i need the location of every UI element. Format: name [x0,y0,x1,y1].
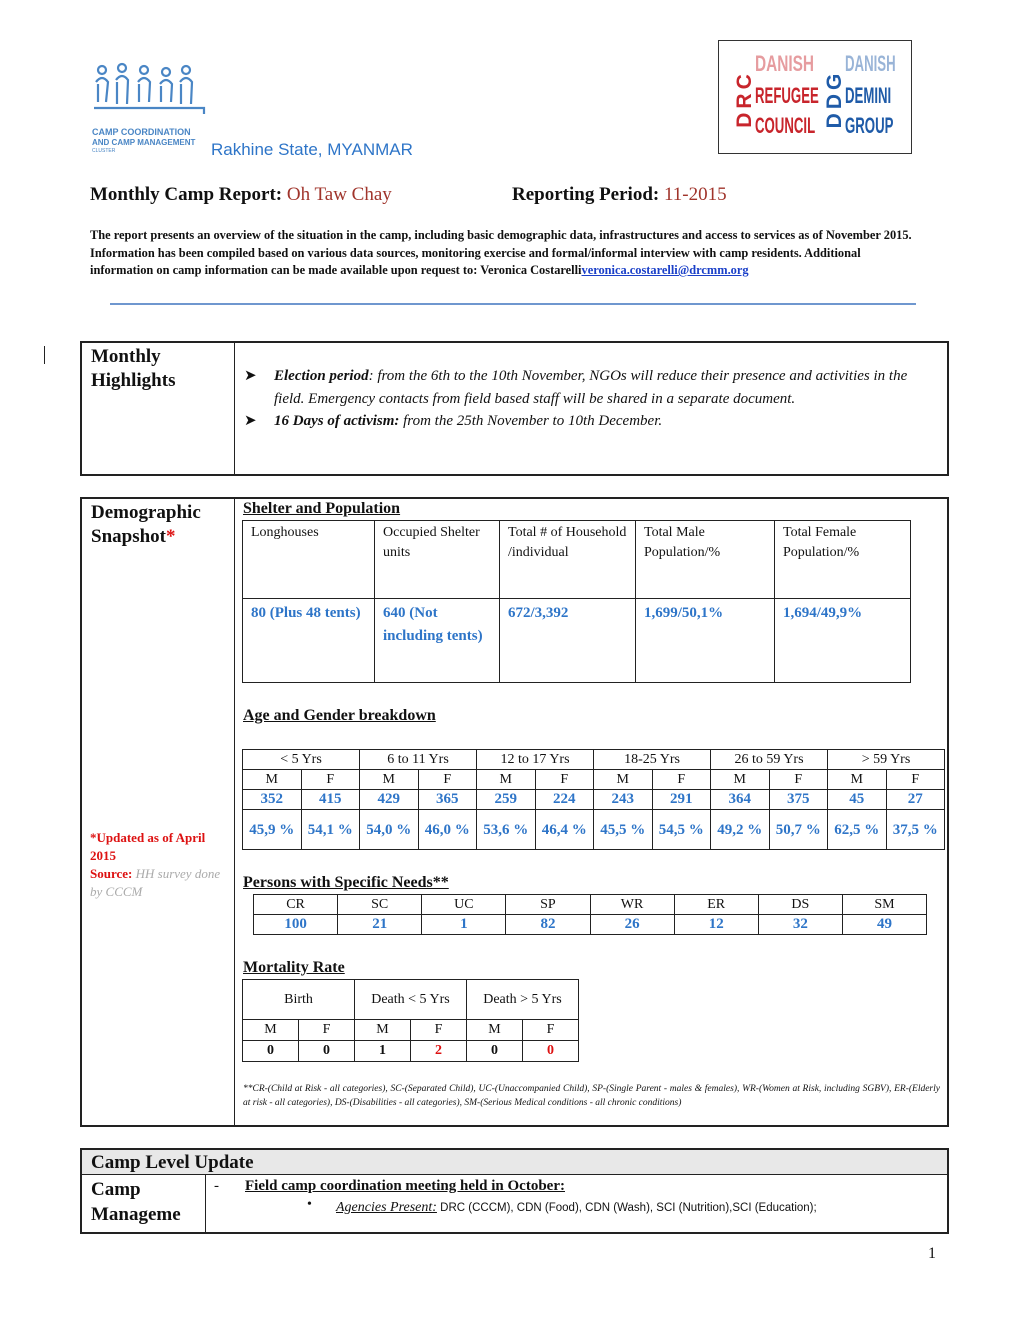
psn-value-cell: 1 [422,915,506,935]
shelter-value-female: 1,694/49,9% [783,605,863,621]
mortality-value-cell: 0 [467,1041,523,1062]
age-percent-cell: 54,1 % [301,810,360,850]
demographic-asterisk: * [166,526,176,547]
cccm-people-icon [92,62,210,122]
age-percent-cell: 45,9 % [243,810,302,850]
cccm-logo [92,62,217,152]
highlight-item-2-text: from the 25th November to 10th December. [399,413,663,429]
camp-management-label-1: Camp [91,1179,141,1200]
psn-header-cell: CR [254,895,338,915]
meeting-heading: Field camp coordination meeting held in October: [245,1178,565,1194]
report-title [90,184,392,206]
psn-header-cell: UC [422,895,506,915]
sex-label-cell: F [886,770,945,790]
reporting-period-value: 11-2015 [663,184,727,205]
age-count-cell: 224 [535,790,594,810]
shelter-value-cell [775,599,911,683]
mortality-group-header: Death < 5 Yrs [355,980,467,1020]
sex-label-cell: M [711,770,770,790]
camp-management-label-2: Manageme [91,1204,181,1225]
dash-bullet: - [214,1178,219,1194]
highlights-box [80,341,949,476]
shelter-header-households: Total # of Household /individual [508,525,627,560]
report-title-label: Monthly Camp Report: [90,184,283,205]
shelter-header-cell [636,521,775,599]
age-percent-cell: 62,5 % [828,810,887,850]
highlights-label [91,345,175,393]
age-count-cell: 364 [711,790,770,810]
shelter-header-occupied: Occupied Shelter units [383,525,480,560]
mortality-value-cell: 1 [355,1041,411,1062]
location-label: Rakhine State, MYANMAR [211,140,413,159]
psn-header-cell: DS [758,895,842,915]
reporting-period-label: Reporting Period: [512,184,660,205]
age-gender-table [242,749,945,850]
psn-header-cell: WR [590,895,674,915]
age-percent-cell: 46,0 % [418,810,477,850]
shelter-title: Shelter and Population [243,500,401,517]
age-count-cell: 27 [886,790,945,810]
ddg-line-1: DANISH [845,51,896,76]
camp-name: Oh Taw Chay [286,184,392,205]
shelter-header-female: Total Female Population/% [783,525,860,560]
shelter-value-cell [243,599,375,683]
age-group-header: 12 to 17 Yrs [477,750,594,770]
psn-footnote: **CR-(Child at Risk - all categories), SC-(Separated Child), UC-(Unaccompanied Child), SP-(Single Parent - males & females), WR-(Women at Risk, including SGBV), ER-(Elderly at risk - all categories), DS-(Disabilities - all categories), SM-(Serious Medical conditions - all chronic conditions) [243,1084,940,1108]
psn-value-cell: 100 [254,915,338,935]
drc-ddg-logo [718,40,912,154]
age-group-header: > 59 Yrs [828,750,945,770]
age-group-header: 6 to 11 Yrs [360,750,477,770]
psn-value-cell: 12 [674,915,758,935]
mortality-sex-cell: M [355,1020,411,1041]
shelter-header-cell [775,521,911,599]
sex-label-cell: M [243,770,302,790]
age-count-cell: 429 [360,790,419,810]
age-count-cell: 365 [418,790,477,810]
demographic-label-2: Snapshot [91,526,166,547]
arrow-bullet-icon: ➤ [244,413,257,429]
age-percent-cell: 49,2 % [711,810,770,850]
age-percent-cell: 54,5 % [652,810,711,850]
highlights-label-1: Monthly [91,346,161,367]
arrow-bullet-icon: ➤ [244,368,257,384]
age-count-cell: 259 [477,790,536,810]
age-percent-cell: 37,5 % [886,810,945,850]
shelter-header-longhouses: Longhouses [251,525,319,540]
ddg-vertical-text: DDG [823,69,846,129]
psn-value-cell: 26 [590,915,674,935]
age-percent-cell: 46,4 % [535,810,594,850]
camp-level-title: Camp Level Update [91,1152,254,1173]
mortality-value-cell: 0 [299,1041,355,1062]
age-count-cell: 375 [769,790,828,810]
agencies-line [336,1198,817,1216]
sex-label-cell: M [828,770,887,790]
shelter-header-cell [375,521,500,599]
psn-table [253,894,927,935]
sex-label-cell: M [594,770,653,790]
drc-vertical-text: DRC [733,70,756,128]
page-number: 1 [928,1245,936,1262]
highlights-label-2: Highlights [91,370,176,391]
shelter-value-occupied: 640 (Not including tents) [383,605,483,644]
highlight-item-1 [244,365,934,410]
psn-header-cell: ER [674,895,758,915]
shelter-value-cell [636,599,775,683]
updated-note [90,829,230,901]
shelter-value-households: 672/3,392 [508,605,569,621]
age-percent-cell: 50,7 % [769,810,828,850]
demographic-label [91,501,201,549]
mortality-sex-cell: F [299,1020,355,1041]
psn-value-cell: 32 [758,915,842,935]
ddg-line-3: GROUP [845,113,894,138]
age-percent-cell: 53,6 % [477,810,536,850]
demographic-label-1: Demographic [91,502,201,523]
agencies-text: DRC (CCCM), CDN (Food), CDN (Wash), SCI (Nutrition),SCI (Education); [436,1202,817,1214]
psn-value-cell: 49 [842,915,926,935]
header-divider [110,303,916,305]
highlight-item-1-text: : from the 6th to the 10th November, NGOs will reduce their presence and activities in the field. Emergency contacts from field based staff will be shared in a separate document. [274,368,908,407]
psn-header-cell: SP [506,895,590,915]
shelter-value-cell [375,599,500,683]
sex-label-cell: M [360,770,419,790]
mortality-sex-cell: M [243,1020,299,1041]
age-group-header: 18-25 Yrs [594,750,711,770]
sex-label-cell: F [652,770,711,790]
shelter-header-cell [500,521,636,599]
ddg-line-2: DEMINI [845,83,892,108]
mortality-value-cell: 2 [411,1041,467,1062]
highlight-item-2-bold: 16 Days of activism: [274,413,400,429]
mortality-value-cell: 0 [523,1041,579,1062]
mortality-group-header: Death > 5 Yrs [467,980,579,1020]
drc-line-3: COUNCIL [755,113,816,138]
age-title: Age and Gender breakdown [243,707,436,724]
age-group-header: < 5 Yrs [243,750,360,770]
sex-label-cell: F [535,770,594,790]
agencies-label: Agencies Present: [336,1200,437,1215]
age-count-cell: 415 [301,790,360,810]
mortality-sex-cell: F [411,1020,467,1041]
contact-email-link[interactable]: veronica.costarelli@drcmm.org [581,263,749,277]
age-count-cell: 291 [652,790,711,810]
shelter-table [242,520,911,683]
intro-paragraph [90,227,920,280]
cccm-logo-text-3: CLUSTER [92,148,116,154]
age-group-header: 26 to 59 Yrs [711,750,828,770]
sex-label-cell: F [301,770,360,790]
sex-label-cell: M [477,770,536,790]
psn-value-cell: 82 [506,915,590,935]
mortality-table [242,979,579,1062]
psn-header-cell: SC [338,895,422,915]
camp-level-box [80,1148,949,1234]
mortality-value-cell: 0 [243,1041,299,1062]
age-count-cell: 243 [594,790,653,810]
shelter-value-male: 1,699/50,1% [644,605,724,621]
shelter-value-cell [500,599,636,683]
highlights-list [244,365,934,433]
cursor-mark [44,346,45,364]
psn-header-cell: SM [842,895,926,915]
mortality-title: Mortality Rate [243,959,345,976]
drc-line-2: REFUGEE [755,83,819,108]
ddg-logo [823,49,909,147]
updated-note-text: *Updated as of April 2015 [90,830,206,863]
shelter-value-longhouses: 80 (Plus 48 tents) [251,605,361,621]
sex-label-cell: F [418,770,477,790]
mortality-sex-cell: M [467,1020,523,1041]
age-count-cell: 45 [828,790,887,810]
intro-text: The report presents an overview of the situation in the camp, including basic demographic data, infrastructures and access to services as of November 2015. Information has been compiled based on various data sources, monitoring exercise and formal/informal interview with camp residents. Additional information on camp information can be made available upon request to: Veronica Costarelli [90,228,912,277]
shelter-header-male: Total Male Population/% [644,525,721,560]
sex-label-cell: F [769,770,828,790]
age-count-cell: 352 [243,790,302,810]
source-label: Source: [90,866,133,881]
shelter-header-cell [243,521,375,599]
mortality-group-header: Birth [243,980,355,1020]
reporting-period [512,184,727,206]
psn-title: Persons with Specific Needs** [243,874,449,891]
age-percent-cell: 54,0 % [360,810,419,850]
cccm-logo-text-2: AND CAMP MANAGEMENT [92,138,196,147]
age-percent-cell: 45,5 % [594,810,653,850]
mortality-sex-cell: F [523,1020,579,1041]
cccm-logo-text-1: CAMP COORDINATION [92,127,191,137]
bullet-dot: • [307,1197,312,1212]
highlight-item-2 [244,410,934,433]
drc-line-1: DANISH [755,51,815,76]
camp-management-label [91,1177,181,1227]
highlight-item-1-bold: Election period [274,368,369,384]
source-text: HH survey done by CCCM [90,866,221,899]
drc-logo [733,49,823,147]
psn-value-cell: 21 [338,915,422,935]
